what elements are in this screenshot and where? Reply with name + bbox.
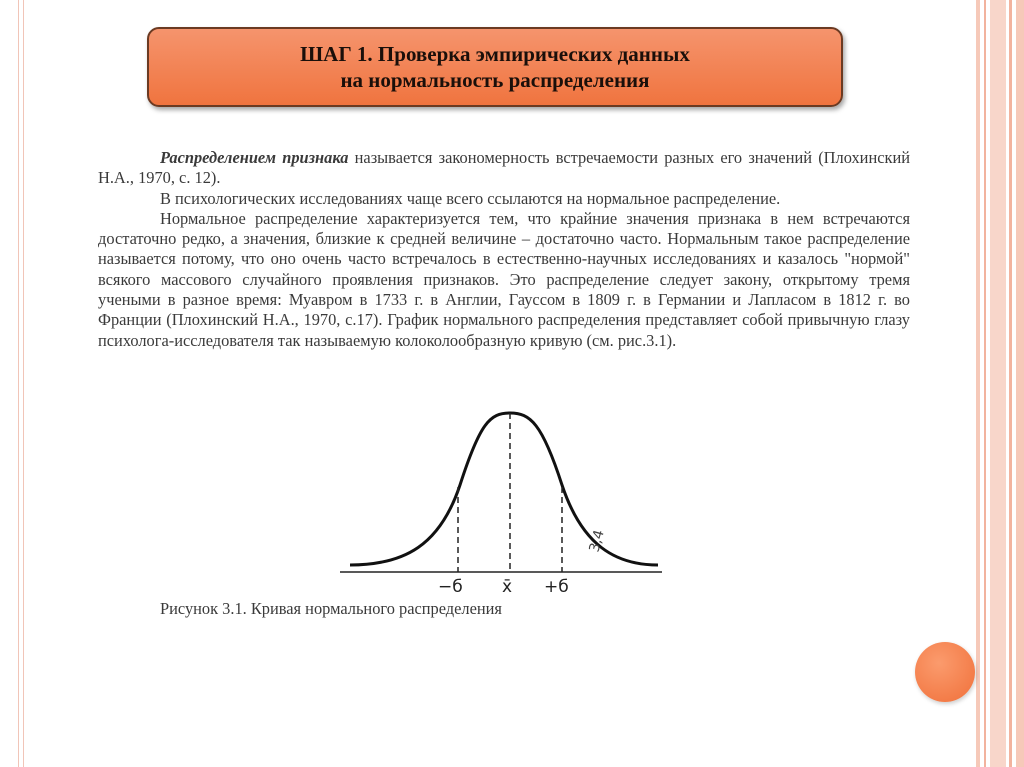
left-border-line [18,0,24,767]
slide-title-line-1: ШАГ 1. Проверка эмпирических данных [300,42,690,66]
normal-curve-figure [330,405,670,605]
slide-title-line-2: на нормальность распределения [340,68,650,92]
paragraph-normal-description: Нормальное распределение характеризуется тем, что крайние значения признака в нем встречаются достаточно редко, а значения, близкие к средней величине – достаточно часто. Нормальным такое распределение называется потому, что оно очень часто встречалось в естественно-научных исследованиях и казалось "нормой" всякого массового случайного проявления признаков. Это распределение следует закону, открытому тремя учеными в разное время: Муавром в 1733 г. в Англии, Гауссом в 1809 г. в Германии и Лапласом в 1812 г. во Франции (Плохинский Н.А., 1970, с.17). График нормального распределения представляет собой привычную глазу психолога-исследователя так называемую колоколообразную кривую (см. рис.3.1). [98,208,910,350]
plus-sigma-label: +б [544,577,569,597]
defined-term: Распределением признака [160,148,349,167]
margin-note: 3,4 [586,528,608,554]
slide-title-box [147,27,843,107]
mean-label: x̄ [502,577,513,597]
paragraph-definition [98,148,910,189]
bell-curve [350,413,658,565]
definition-text: называется закономерность встречаемости разных его значений (Плохинский Н.А., 1970, с. 12). [98,148,911,188]
minus-sigma-label: −б [438,577,463,597]
right-border-stripes [976,0,1024,767]
decorative-orange-circle [915,642,975,702]
figure-caption: Рисунок 3.1. Кривая нормального распределения [160,599,502,618]
body-text [98,148,910,351]
paragraph-normal-reference: В психологических исследованиях чаще всего ссылаются на нормальное распределение. [160,188,781,208]
